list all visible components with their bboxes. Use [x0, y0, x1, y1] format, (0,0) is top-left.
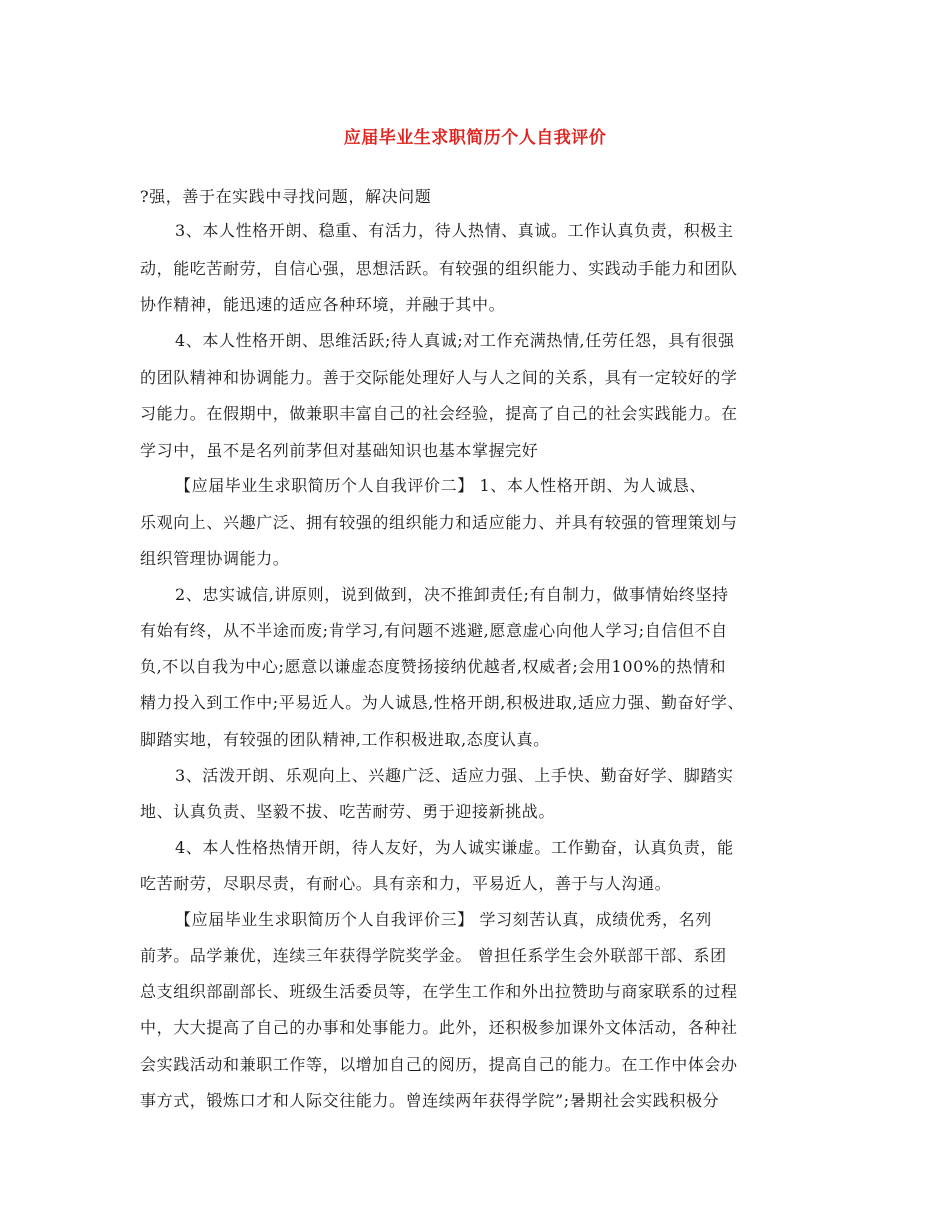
text-line: 事方式，锻炼口才和人际交往能力。曾连续两年获得学院”;暑期社会实践积极分 — [140, 1091, 720, 1110]
text-line: 脚踏实地，有较强的团队精神,工作积极进取,态度认真。 — [140, 730, 550, 749]
text-line: 4、本人性格开朗、思维活跃;待人真诚;对工作充满热情,任劳任怨，具有很强 — [175, 331, 735, 350]
text-line: 习能力。在假期中，做兼职丰富自己的社会经验，提高了自己的社会实践能力。在 — [140, 404, 738, 423]
text-line: ?强，善于在实践中寻找问题，解决问题 — [140, 187, 432, 206]
section-heading-line: 【应届毕业生求职简历个人自我评价三】 学习刻苦认真，成绩优秀，名列 — [175, 910, 712, 929]
text-line: 中，大大提高了自己的办事和处事能力。此外，还积极参加课外文体活动，各种社 — [140, 1018, 738, 1037]
document-title: 应届毕业生求职简历个人自我评价 — [343, 128, 607, 148]
text-line: 总支组织部副部长、班级生活委员等，在学生工作和外出拉赞助与商家联系的过程 — [140, 982, 738, 1001]
text-line: 组织管理协调能力。 — [140, 549, 290, 568]
text-line: 有始有终，从不半途而废;肯学习,有问题不逃避,愿意虚心向他人学习;自信但不自 — [140, 621, 728, 640]
text-line: 负,不以自我为中心;愿意以谦虚态度赞扬接纳优越者,权威者;会用100%的热情和 — [140, 657, 727, 676]
text-line: 3、活泼开朗、乐观向上、兴趣广泛、适应力强、上手快、勤奋好学、脚踏实 — [175, 766, 734, 785]
text-line: 前茅。品学兼优，连续三年获得学院奖学金。 曾担任系学生会外联部干部、系团 — [140, 946, 727, 965]
text-line: 4、本人性格热情开朗，待人友好，为人诚实谦虚。工作勤奋，认真负责，能 — [175, 838, 734, 857]
section-heading-line: 【应届毕业生求职简历个人自我评价二】 1、本人性格开朗、为人诚恳、 — [175, 476, 707, 495]
text-line: 的团队精神和协调能力。善于交际能处理好人与人之间的关系，具有一定较好的学 — [140, 368, 738, 387]
text-line: 精力投入到工作中;平易近人。为人诚恳,性格开朗,积极进取,适应力强、勤奋好学、 — [140, 693, 745, 712]
text-line: 协作精神，能迅速的适应各种环境，并融于其中。 — [140, 295, 506, 314]
text-line: 2、忠实诚信,讲原则，说到做到，决不推卸责任;有自制力，做事情始终坚持 — [175, 585, 729, 604]
text-line: 会实践活动和兼职工作等，以增加自己的阅历，提高自己的能力。在工作中体会办 — [140, 1055, 738, 1074]
text-line: 学习中，虽不是名列前茅但对基础知识也基本掌握完好 — [140, 441, 539, 460]
text-line: 吃苦耐劳，尽职尽责，有耐心。具有亲和力，平易近人，善于与人沟通。 — [140, 874, 672, 893]
text-line: 乐观向上、兴趣广泛、拥有较强的组织能力和适应能力、并具有较强的管理策划与 — [140, 513, 738, 532]
text-line: 3、本人性格开朗、稳重、有活力，待人热情、真诚。工作认真负责，积极主 — [175, 221, 734, 240]
text-line: 动，能吃苦耐劳，自信心强，思想活跃。有较强的组织能力、实践动手能力和团队 — [140, 259, 738, 278]
text-line: 地、认真负责、坚毅不拔、吃苦耐劳、勇于迎接新挑战。 — [140, 802, 556, 821]
